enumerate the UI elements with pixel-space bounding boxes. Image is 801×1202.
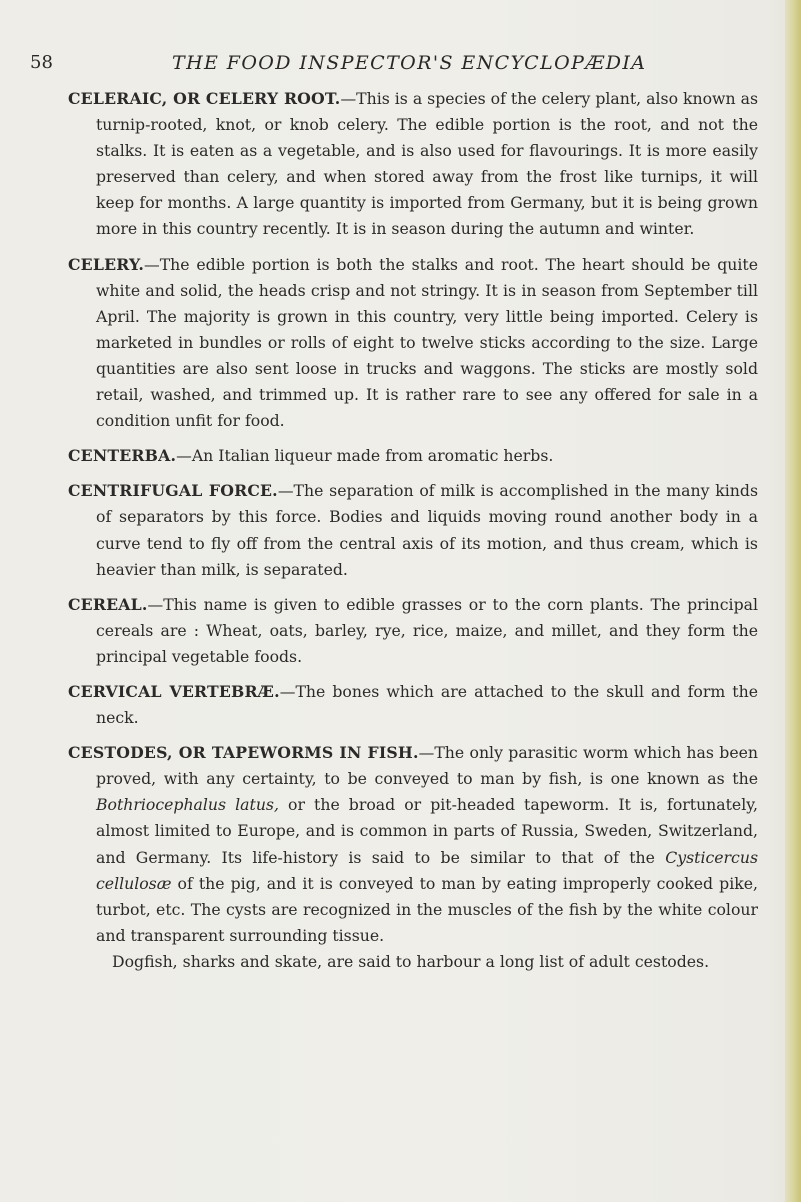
entry-species-name: Cysticercus cellulosæ (96, 847, 758, 893)
entry-species-name: Bothriocephalus latus, (96, 795, 279, 815)
entry-celeraic (68, 86, 758, 243)
page-edge-shadow (785, 0, 801, 1202)
running-head (30, 52, 750, 76)
entry-celery (68, 252, 758, 435)
entry-headword: CENTERBA. (68, 446, 177, 466)
entry-definition: —The separation of milk is accomplished in the many kinds of separators by this force. Bodies and liquids moving round another body in a curve tend to fly off from the central axis of its motion, and thus cream, which is heavier than milk, is separated. (96, 481, 758, 579)
entry-centrifugal-force (68, 478, 758, 582)
entry-headword: CESTODES, OR TAPEWORMS IN FISH. (68, 743, 419, 763)
encyclopedia-entries (68, 86, 758, 975)
entry-headword: CELERY. (68, 254, 145, 274)
entry-centerba (68, 443, 758, 469)
entry-definition: —An Italian liqueur made from aromatic herbs. (176, 446, 554, 466)
entry-headword: CELERAIC, OR CELERY ROOT. (68, 89, 341, 108)
entry-definition-part-3: of the pig, and it is conveyed to man by eating improperly cooked pike, turbot, etc. The cysts are recognized in the muscles of the fish by the white colour and transparent surrounding tissue. (96, 873, 758, 945)
continuation-text: Dogfish, sharks and skate, are said to harbour a long list of adult cestodes. (112, 951, 710, 971)
page-number: 58 (30, 52, 53, 73)
entry-headword: CERVICAL VERTEBRÆ. (68, 681, 280, 701)
entry-definition: —This name is given to edible grasses or to the corn plants. The principal cereals are : Wheat, oats, barley, rye, rice, maize, and millet, and they form the principal vegetable foods. (96, 594, 758, 666)
entry-cestodes (68, 740, 758, 949)
entry-definition: —The edible portion is both the stalks and root. The heart should be quite white and solid, the heads crisp and not stringy. It is in season from September till April. The majority is grown in this country, very little being imported. Celery is marketed in bundles or rolls of eight to twelve sticks according to the size. Large quantities are also sent loose in trucks and waggons. The sticks are mostly sold retail, washed, and trimmed up. It is rather rare to see any offered for sale in a condition unfit for food. (96, 254, 758, 431)
entry-headword: CEREAL. (68, 594, 148, 614)
entry-cereal (68, 592, 758, 670)
running-head-title: THE FOOD INSPECTOR'S ENCYCLOPÆDIA (172, 52, 647, 74)
entry-headword: CENTRIFUGAL FORCE. (68, 481, 278, 501)
entry-definition-part-2: or the broad or pit-headed tapeworm. It is, fortunately, almost limited to Europe, and is common in parts of Russia, Sweden, Switzerland, and Germany. Its life-history is said to be similar to that of the (96, 795, 758, 867)
entry-definition: —This is a species of the celery plant, also known as turnip-rooted, knot, or knob celery. The edible portion is the root, and not the stalks. It is eaten as a vegetable, and is also used for flavourings. It is more easily preserved than celery, and when stored away from the frost like turnips, it will keep for months. A large quantity is imported from Germany, but it is being grown more in this country recently. It is in season during the autumn and winter. (96, 89, 758, 239)
entry-definition: —The bones which are attached to the skull and form the neck. (96, 681, 758, 728)
entry-cestodes-continuation (68, 949, 758, 975)
entry-definition-part-1: —The only parasitic worm which has been proved, with any certainty, to be conveyed to man by fish, is one known as the (96, 743, 759, 789)
entry-cervical-vertebrae (68, 679, 758, 731)
